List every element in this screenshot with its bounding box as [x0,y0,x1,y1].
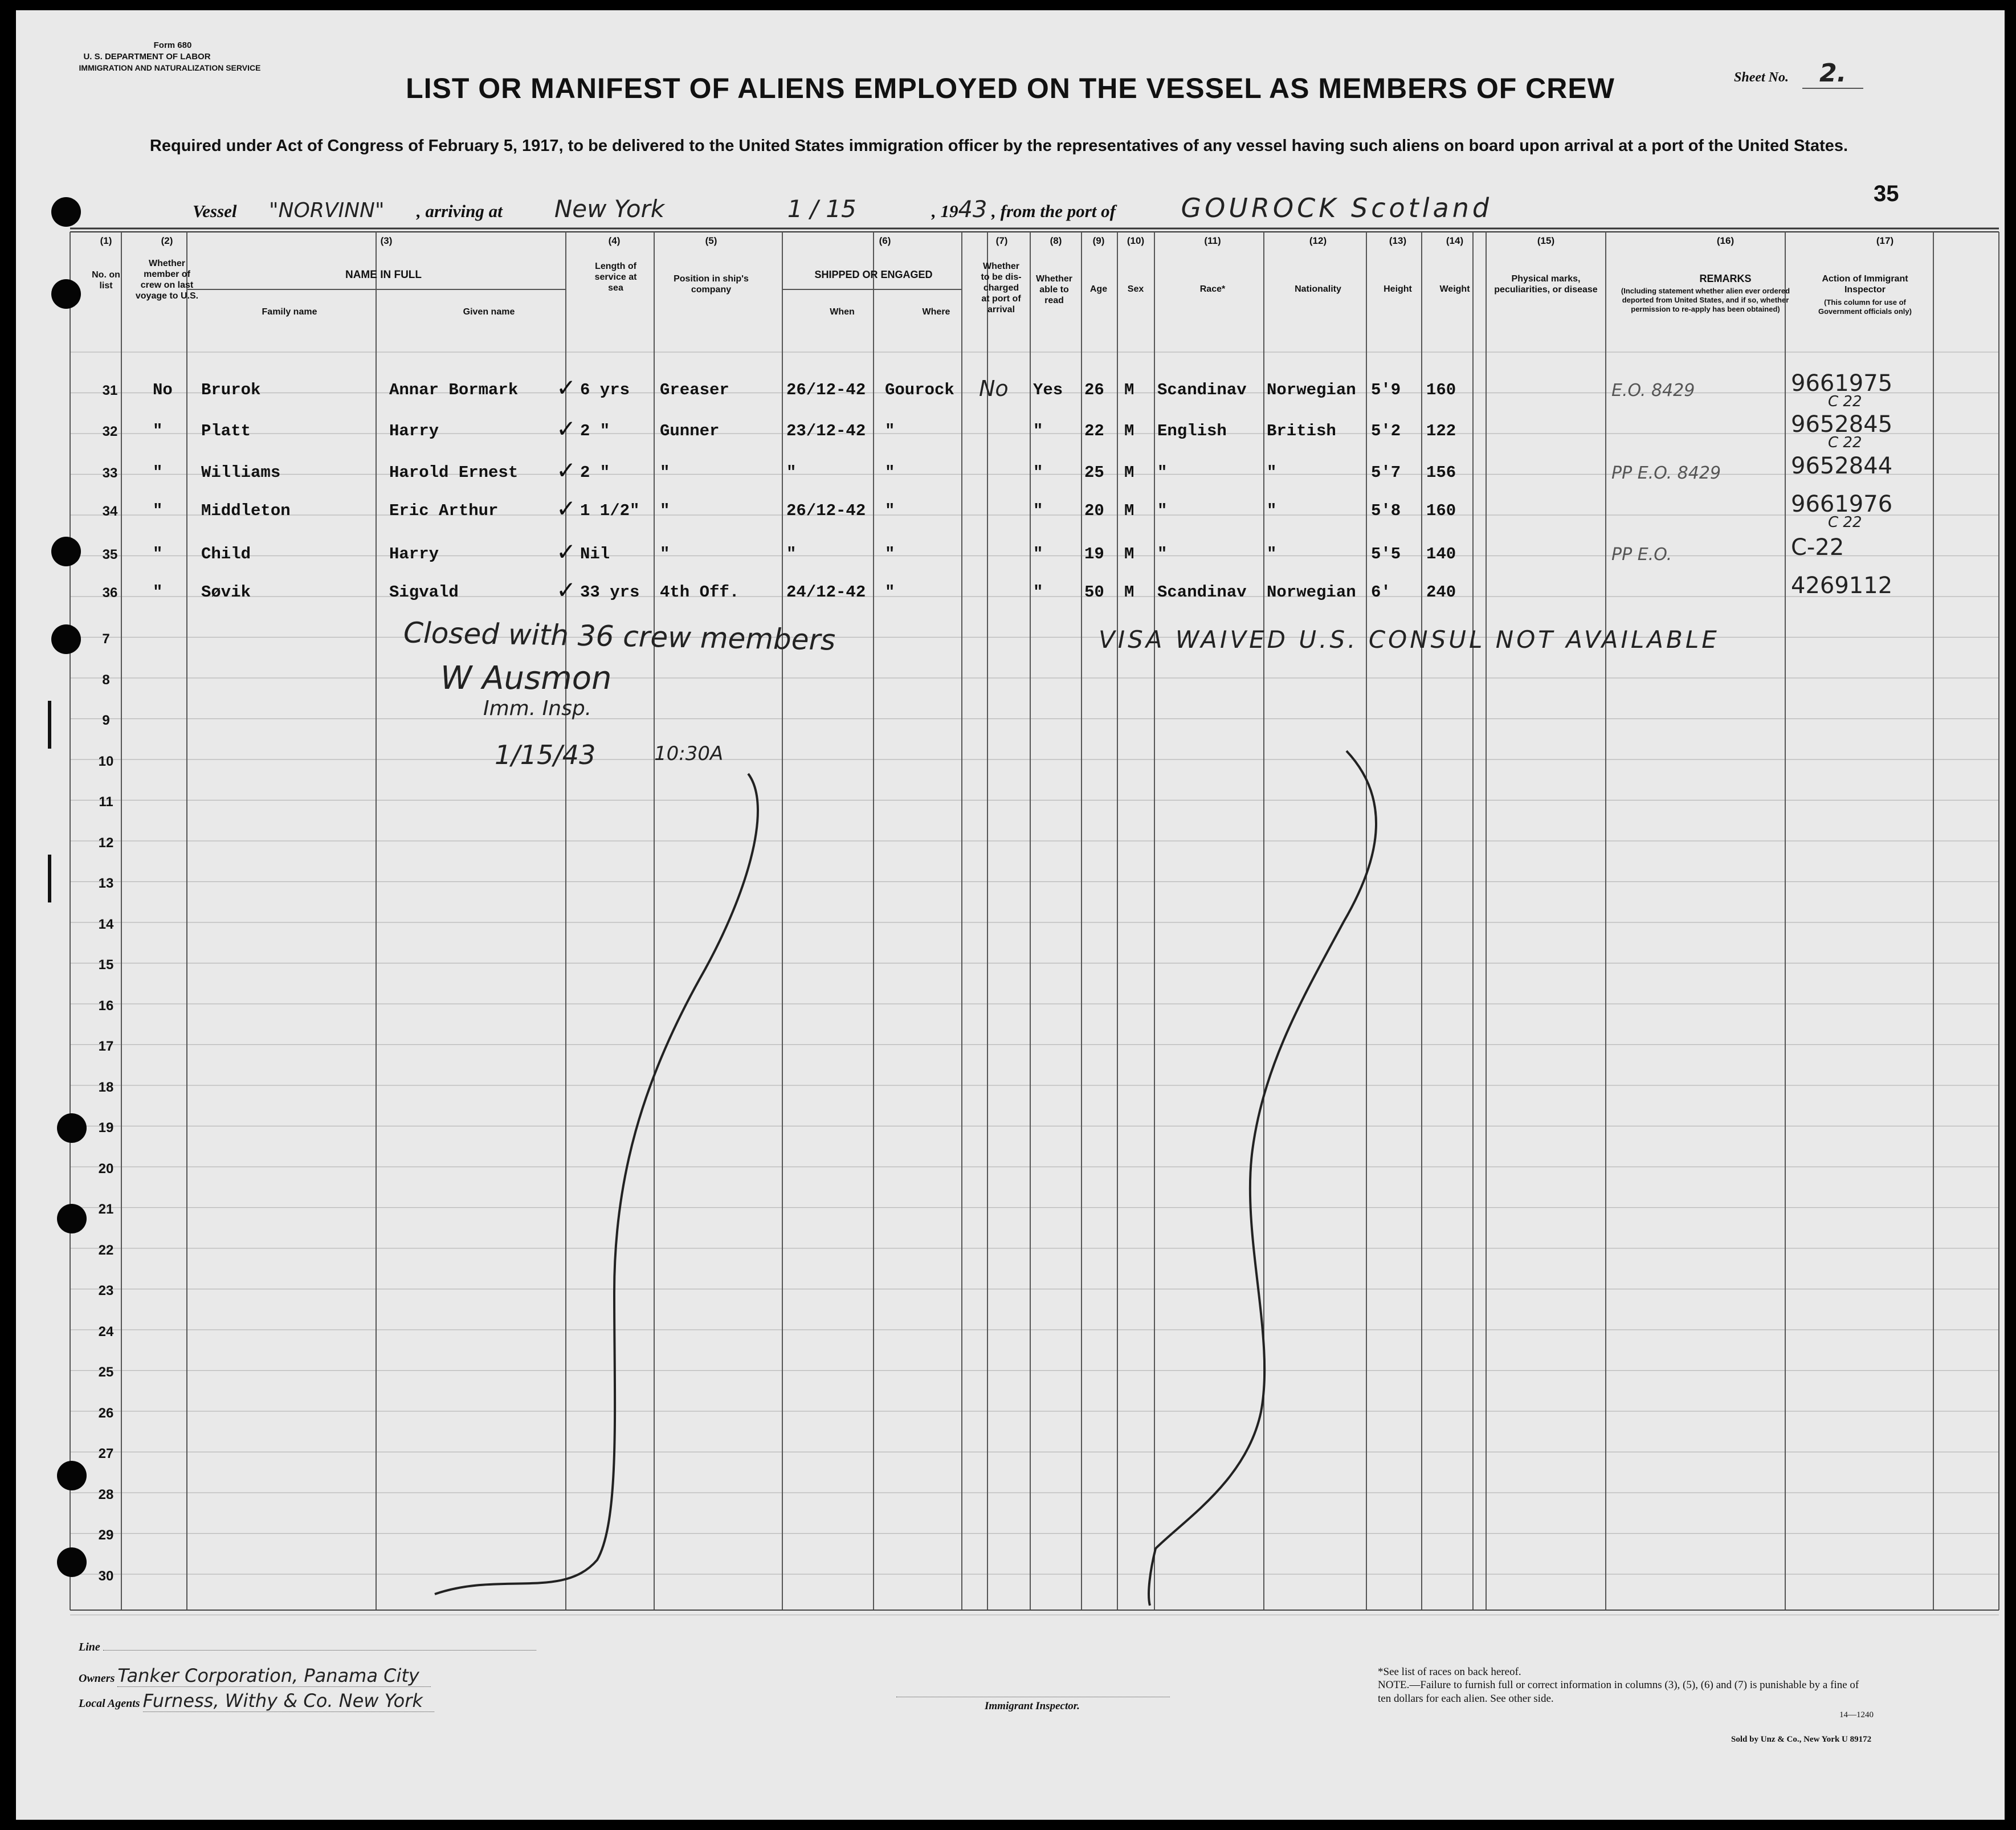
header-action-note: (This column for use of Government officials only) [1818,298,1912,316]
cell-race: " [1157,545,1168,563]
closing-note: Closed with 36 crew members [403,616,836,657]
agents-label: Local Agents [79,1697,140,1710]
cell-when: 26/12-42 [786,501,866,520]
header-weight: Weight [1439,284,1470,294]
header-name-in-full: NAME IN FULL [345,269,422,281]
check-mark: ✓ [556,374,577,402]
header-length-service: Length of service at sea [594,262,637,293]
visa-note: VISA WAIVED U.S. CONSUL NOT AVAILABLE [1099,626,1720,653]
cell-remarks: PP E.O. [1611,545,1672,565]
cell-given: Harold Ernest [389,463,519,482]
header-age: Age [1089,284,1108,294]
arriving-port: New York [554,195,665,223]
cell-race: " [1157,463,1168,482]
arrival-date: 1 / 15 [787,195,856,223]
footer-agents [79,1690,434,1711]
cell-member: " [153,422,163,440]
colnum-1: (1) [100,235,112,246]
cell-family: Søvik [201,583,251,602]
punch-hole [51,624,81,654]
cell-given: Harry [389,545,439,563]
cell-given: Annar Bormark [389,381,519,399]
colnum-12: (12) [1309,235,1327,246]
cell-line: 36 [102,585,118,601]
cell-sex: M [1124,545,1134,563]
cell-height: 6' [1371,583,1391,602]
from-label: , from the port of [991,201,1116,221]
check-mark: ✓ [556,576,577,604]
cell-action2: C 22 [1828,393,1862,410]
cell-read: " [1033,422,1043,440]
header-shipped: SHIPPED OR ENGAGED [814,269,933,280]
cell-weight: 160 [1426,501,1456,520]
vessel-label: Vessel [193,201,237,221]
cell-action2: C 22 [1828,434,1862,451]
closing-date: 1/15/43 [495,740,596,770]
header-when: When [830,307,855,317]
page-mark: 35 [1874,181,1899,206]
header-discharged: Whether to be dis-charged at port of arrival [981,262,1022,314]
footer-line [79,1641,536,1654]
line-number: 29 [98,1527,114,1543]
cell-where: Gourock [885,381,954,399]
cell-service: 33 yrs [580,583,640,602]
header-action: Action of Immigrant Inspector [1822,274,1908,295]
header-able-read: Whether able to read [1036,274,1072,305]
cell-position: " [660,545,670,563]
line-number: 8 [102,672,110,688]
cell-line: 33 [102,465,118,481]
cell-height: 5'7 [1371,463,1401,482]
cell-service: 2 " [580,463,610,482]
cell-weight: 240 [1426,583,1456,602]
line-number: 11 [99,794,113,810]
cell-position: 4th Off. [660,583,740,602]
footer-owners [79,1665,431,1686]
cell-member: " [153,463,163,482]
vessel-name: "NORVINN" [269,199,385,222]
cell-race: " [1157,501,1168,520]
cell-action: C-22 [1791,534,1844,561]
form-number: Form 680 [153,40,192,50]
punch-hole [57,1547,87,1577]
header-remarks: REMARKS [1699,273,1752,284]
cell-member: " [153,545,163,563]
header-remarks-note: (Including statement whether alien ever ordered deported from United States, and if so, whether permission to re-apply has been obtained) [1621,287,1790,313]
cell-race: English [1157,422,1227,440]
cell-weight: 140 [1426,545,1456,563]
cell-read: " [1033,583,1043,602]
cell-nationality: " [1267,545,1277,563]
cell-weight: 122 [1426,422,1456,440]
owners-value: Tanker Corporation, Panama City [117,1665,430,1687]
cell-sex: M [1124,583,1134,602]
form-code: 14—1240 [1839,1710,1874,1719]
header-family-name: Family name [262,307,317,317]
cell-family: Brurok [201,381,261,399]
cell-weight: 156 [1426,463,1456,482]
line-number: 14 [98,916,114,932]
cell-discharged: No [979,376,1009,401]
line-number: 19 [98,1120,114,1135]
cell-nationality: British [1267,422,1336,440]
punch-hole [51,537,81,566]
cell-race: Scandinav [1157,381,1247,399]
printer-credit: Sold by Unz & Co., New York U 89172 [1731,1735,1872,1744]
line-number: 15 [98,957,114,973]
cell-position: " [660,463,670,482]
cell-age: 22 [1084,422,1104,440]
line-number: 17 [98,1039,114,1054]
cell-member: " [153,583,163,602]
colnum-3: (3) [380,235,393,246]
punch-hole [57,1113,87,1143]
binding-mark [48,855,51,902]
cancellation-marks [16,10,2005,1820]
binding-mark [48,701,51,749]
line-number: 7 [102,631,110,647]
header-height: Height [1384,284,1412,294]
header-where: Where [922,307,950,317]
form-subtitle: Required under Act of Congress of February 5, 1917, to be delivered to the United States immigration officer by the representatives of any vessel having such aliens on board upon arrival at a port of the United States. [149,137,1848,155]
line-number: 16 [98,998,114,1014]
inspector-title: Imm. Insp. [483,697,592,720]
colnum-11: (11) [1204,235,1221,246]
cell-sex: M [1124,501,1134,520]
cell-given: Harry [389,422,439,440]
line-number: 22 [98,1242,114,1258]
line-number: 12 [98,835,114,851]
cell-service: 6 yrs [580,381,630,399]
line-number: 10 [98,753,114,769]
cell-nationality: " [1267,501,1277,520]
colnum-2: (2) [161,235,173,246]
cell-action: 9652845 [1791,411,1893,438]
colnum-16: (16) [1716,235,1735,246]
header-physical: Physical marks, peculiarities, or disease [1494,274,1598,295]
cell-nationality: Norwegian [1267,583,1356,602]
line-number: 24 [98,1324,114,1339]
cell-action: 9652844 [1791,453,1893,479]
cell-position: Gunner [660,422,720,440]
cell-height: 5'5 [1371,545,1401,563]
cell-age: 19 [1084,545,1104,563]
punch-hole [57,1204,87,1233]
cell-remarks: E.O. 8429 [1611,381,1695,401]
cell-position: " [660,501,670,520]
cell-given: Eric Arthur [389,501,499,520]
cell-action: 4269112 [1791,573,1893,599]
department-label: U. S. DEPARTMENT OF LABOR [83,52,211,62]
cell-sex: M [1124,422,1134,440]
cell-read: " [1033,463,1043,482]
check-mark: ✓ [556,495,577,522]
cell-action: 9661975 [1791,370,1893,397]
cell-action: 9661976 [1791,491,1893,517]
colnum-6: (6) [879,235,891,246]
line-label: Line [79,1641,100,1653]
cell-nationality: Norwegian [1267,381,1356,399]
cell-when: 23/12-42 [786,422,866,440]
line-number: 28 [98,1486,114,1502]
header-no-on-list: No. on list [92,270,120,291]
cell-height: 5'9 [1371,381,1401,399]
header-race: Race* [1199,284,1226,294]
colnum-10: (10) [1127,235,1145,246]
agents-value: Furness, Withy & Co. New York [143,1690,434,1712]
arriving-label: , arriving at [417,201,503,221]
punch-hole [51,197,81,227]
colnum-5: (5) [705,235,717,246]
cell-when: " [786,463,797,482]
year-prefix: , 19 [931,201,958,221]
cell-member: " [153,501,163,520]
colnum-8: (8) [1050,235,1062,246]
penalty-note: NOTE.—Failure to furnish full or correct information in columns (3), (5), (6) and (7) is punishable by a fine of ten dollars for each alien. See other side. [1378,1679,1859,1705]
line-number: 27 [98,1446,114,1461]
cell-when: 24/12-42 [786,583,866,602]
cell-line: 35 [102,547,118,562]
cell-line: 34 [102,504,118,519]
cell-remarks: PP E.O. 8429 [1611,463,1721,483]
cell-when: " [786,545,797,563]
cell-weight: 160 [1426,381,1456,399]
cell-height: 5'8 [1371,501,1401,520]
inspector-label: Immigrant Inspector. [985,1700,1080,1712]
cell-action2: C 22 [1828,514,1862,531]
punch-hole [51,279,81,309]
cell-when: 26/12-42 [786,381,866,399]
races-note: *See list of races on back hereof. [1378,1666,1521,1678]
cell-sex: M [1124,381,1134,399]
cell-where: " [885,463,895,482]
cell-family: Middleton [201,501,291,520]
cell-height: 5'2 [1371,422,1401,440]
line-number: 13 [98,876,114,891]
service-label: IMMIGRATION AND NATURALIZATION SERVICE [79,63,261,72]
header-position: Position in ship's company [674,274,749,295]
cell-service: 1 1/2" [580,501,640,520]
header-given-name: Given name [463,307,515,317]
colnum-4: (4) [608,235,621,246]
line-number: 20 [98,1161,114,1177]
check-mark: ✓ [556,538,577,566]
cell-family: Platt [201,422,251,440]
line-number: 25 [98,1365,114,1380]
form-title: LIST OR MANIFEST OF ALIENS EMPLOYED ON THE VESSEL AS MEMBERS OF CREW [406,72,1615,104]
line-number: 18 [98,1079,114,1095]
cell-line: 32 [102,424,118,439]
cell-where: " [885,545,895,563]
year-suffix: 43 [958,197,987,223]
cell-nationality: " [1267,463,1277,482]
header-whether-member: Whether member of crew on last voyage to U.S. [135,259,199,301]
cell-position: Greaser [660,381,729,399]
sheet-label: Sheet No. [1734,70,1789,85]
line-number: 23 [98,1283,114,1298]
cell-family: Child [201,545,251,563]
check-mark: ✓ [556,456,577,484]
cell-family: Williams [201,463,281,482]
cell-read: " [1033,501,1043,520]
header-nationality: Nationality [1295,284,1341,294]
cell-sex: M [1124,463,1134,482]
colnum-7: (7) [995,235,1008,246]
owners-label: Owners [79,1672,115,1685]
cell-read: " [1033,545,1043,563]
cell-member: No [153,381,173,399]
check-mark: ✓ [556,415,577,443]
punch-hole [57,1461,87,1490]
closing-time: 10:30A [654,742,724,765]
colnum-13: (13) [1389,235,1407,246]
cell-age: 50 [1084,583,1104,602]
inspector-signature: W Ausmon [440,660,612,697]
from-port: GOUROCK Scotland [1181,193,1493,223]
sheet-value: 2. [1802,59,1863,89]
cell-given: Sigvald [389,583,459,602]
cell-read: Yes [1033,381,1063,399]
cell-where: " [885,583,895,602]
cell-where: " [885,422,895,440]
line-number: 30 [98,1568,114,1584]
colnum-14: (14) [1446,235,1464,246]
cell-age: 20 [1084,501,1104,520]
cell-service: Nil [580,545,610,563]
cell-line: 31 [102,383,118,398]
line-number: 9 [102,713,110,728]
line-number: 26 [98,1405,114,1421]
cell-race: Scandinav [1157,583,1247,602]
colnum-9: (9) [1092,235,1105,246]
colnum-15: (15) [1537,235,1555,246]
colnum-17: (17) [1876,235,1894,246]
cell-age: 25 [1084,463,1104,482]
header-sex: Sex [1127,284,1144,294]
line-number: 21 [98,1202,114,1217]
cell-service: 2 " [580,422,610,440]
manifest-page [16,10,2005,1820]
cell-where: " [885,501,895,520]
cell-age: 26 [1084,381,1104,399]
